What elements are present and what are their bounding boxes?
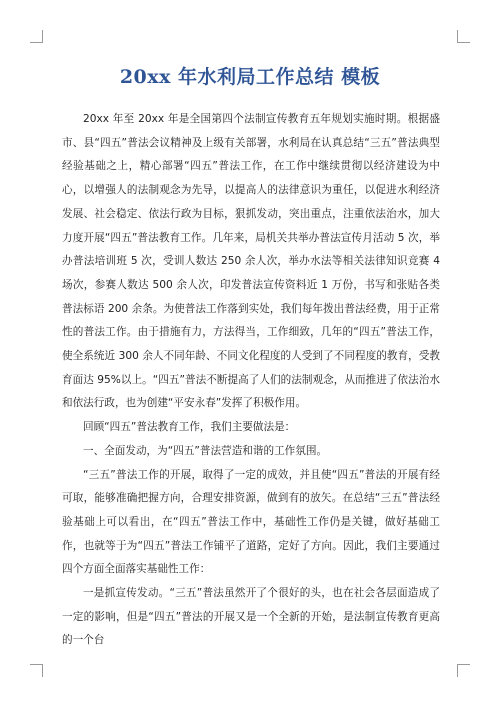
paragraph-publicity: 一是抓宣传发动。“三五”普法虽然开了个很好的头，也在社会各层面造成了一定的影响，但是“四五”普法的开展又是一个全新的开始，是法制宣传教育更高的一个台 [62,587,440,647]
crop-mark-top-left [30,30,43,43]
crop-mark-bottom-right [457,664,470,677]
document-body [62,108,440,653]
document-title: 20xx 年水利局工作总结 模板 [119,66,381,88]
section-heading-1: 一、全面发动，为“四五”普法营造和谐的工作氛围。 [83,444,328,457]
crop-mark-top-right [457,30,470,43]
crop-mark-bottom-left [30,664,43,677]
paragraph-review: 回顾“四五”普法教育工作，我们主要做法是： [83,421,296,434]
paragraph-intro: 20xx 年至 20xx 年是全国第四个法制宣传教育五年规划实施时期。根据盛市、县“四五”普法会议精神及上级有关部署，水利局在认真总结“三五”普法典型经验基础之上，精心部署“四五”普法工作，在工作中继续贯彻以经济建设为中心，以增强人的法制观念为先导，以提高人的法律意识为重任，以促进水利经济发展、社会稳定、依法行政为目标，狠抓发动，突出重点，注重依法治水，加大力度开展“四五”普法教育工作。几年来，局机关共举办普法宣传月活动 5 次，举办普法培训班 5 次，受训人数达 250 余人次，举办水法等相关法律知识竞赛 4 场次，参赛人数达 500 余人次，印发普法宣传资料近 1 万份，书写和张贴各类普法标语 200 余条。为使普法工作落到实处，我们每年拨出普法经费，用于正常性的普法工作。由于措施有力，方法得当，工作细致，几年的“四五”普法工作，使全系统近 300 余人不同年龄、不同文化程度的人受到了不同程度的教育，受教育面达 95%以上。“四五”普法不断提高了人们的法制观念，从而推进了依法治水和依法行政，也为创建“平安永春”发挥了积极作用。 [62,113,440,410]
paragraph-foundation: “三五”普法工作的开展，取得了一定的成效，并且使“四五”普法的开展有经可取，能够准确把握方向，合理安排资源，做到有的放矢。在总结“三五”普法经验基础上可以看出，在“四五”普法工作中，基础性工作仍是关键，做好基础工作，也就等于为“四五”普法工作铺平了道路，定好了方向。因此，我们主要通过四个方面全面落实基础性工作： [62,468,440,576]
